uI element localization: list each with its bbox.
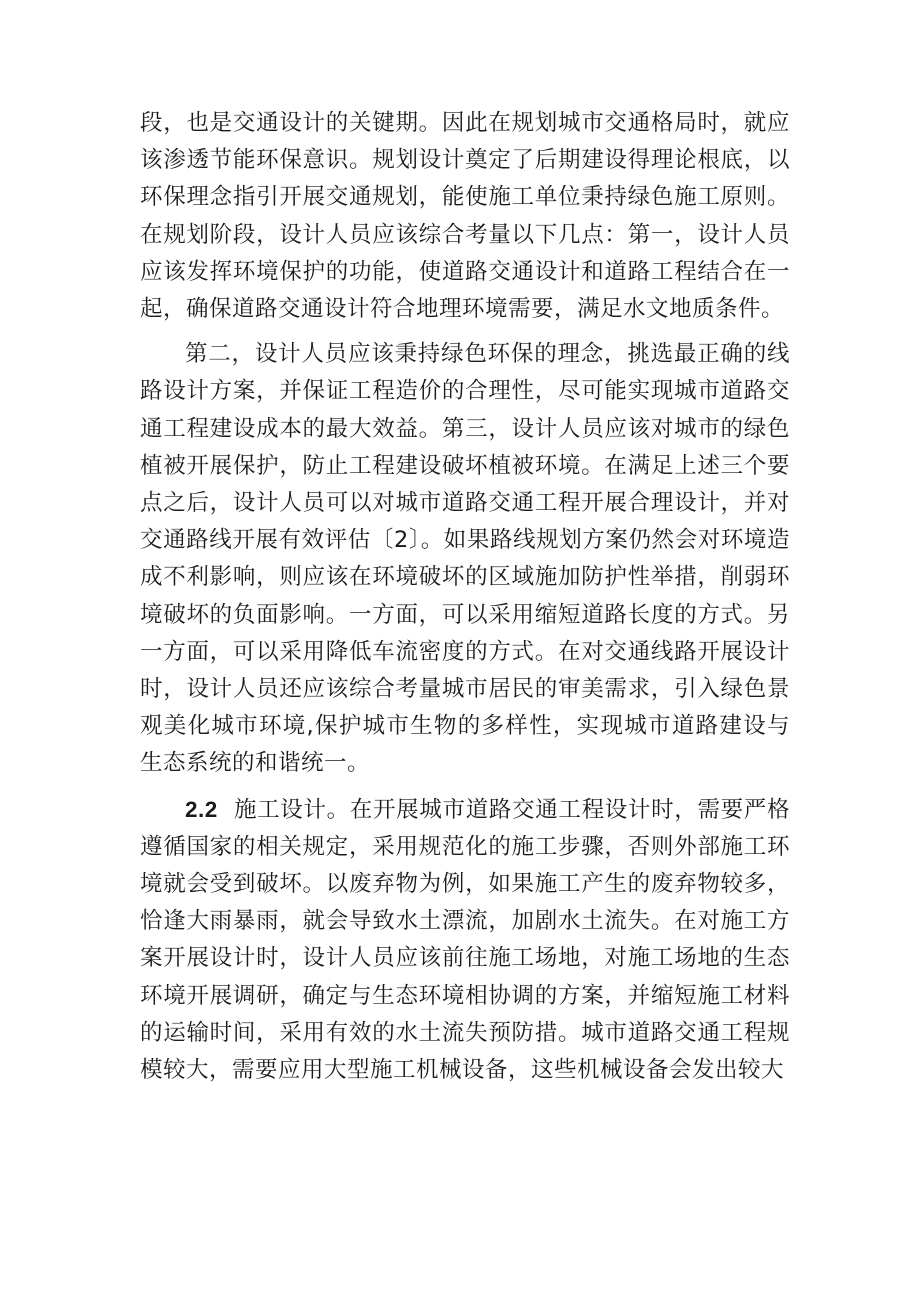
document-page — [140, 105, 790, 1089]
paragraph-construction-design — [140, 791, 790, 1090]
paragraph-design-principles: 第二，设计人员应该秉持绿色环保的理念，挑选最正确的线路设计方案，并保证工程造价的合理性，尽可能实现城市道路交通工程建设成本的最大效益。第三，设计人员应该对城市的绿色植被开展保护，防止工程建设破坏植被环境。在满足上述三个要点之后，设计人员可以对城市道路交通工程开展合理设计，并对交通路线开展有效评估〔2〕。如果路线规划方案仍然会对环境造成不利影响，则应该在环境破坏的区域施加防护性举措，削弱环境破坏的负面影响。一方面，可以采用缩短道路长度的方式。另一方面，可以采用降低车流密度的方式。在对交通线路开展设计时，设计人员还应该综合考量城市居民的审美需求，引入绿色景观美化城市环境,保护城市生物的多样性，实现城市道路建设与生态系统的和谐统一。 — [140, 341, 790, 777]
paragraph-planning-continued: 段，也是交通设计的关键期。因此在规划城市交通格局时，就应该渗透节能环保意识。规划设计奠定了后期建设得理论根底，以环保理念指引开展交通规划，能使施工单位秉持绿色施工原则。在规划阶段，设计人员应该综合考量以下几点：第一，设计人员应该发挥环境保护的功能，使道路交通设计和道路工程结合在一起，确保道路交通设计符合地理环境需要，满足水文地质条件。 — [140, 110, 790, 323]
section-body-text: 施工设计。在开展城市道路交通工程设计时，需要严格遵循国家的相关规定，采用规范化的施工步骤，否则外部施工环境就会受到破坏。以废弃物为例，如果施工产生的废弃物较多，恰逢大雨暴雨，就会导致水土漂流，加剧水土流失。在对施工方案开展设计时，设计人员应该前往施工场地，对施工场地的生态环境开展调研，确定与生态环境相协调的方案，并缩短施工材料的运输时间，采用有效的水土流失预防措。城市道路交通工程规模较大，需要应用大型施工机械设备，这些机械设备会发出较大 — [140, 796, 790, 1084]
section-number: 2.2 — [185, 796, 218, 822]
